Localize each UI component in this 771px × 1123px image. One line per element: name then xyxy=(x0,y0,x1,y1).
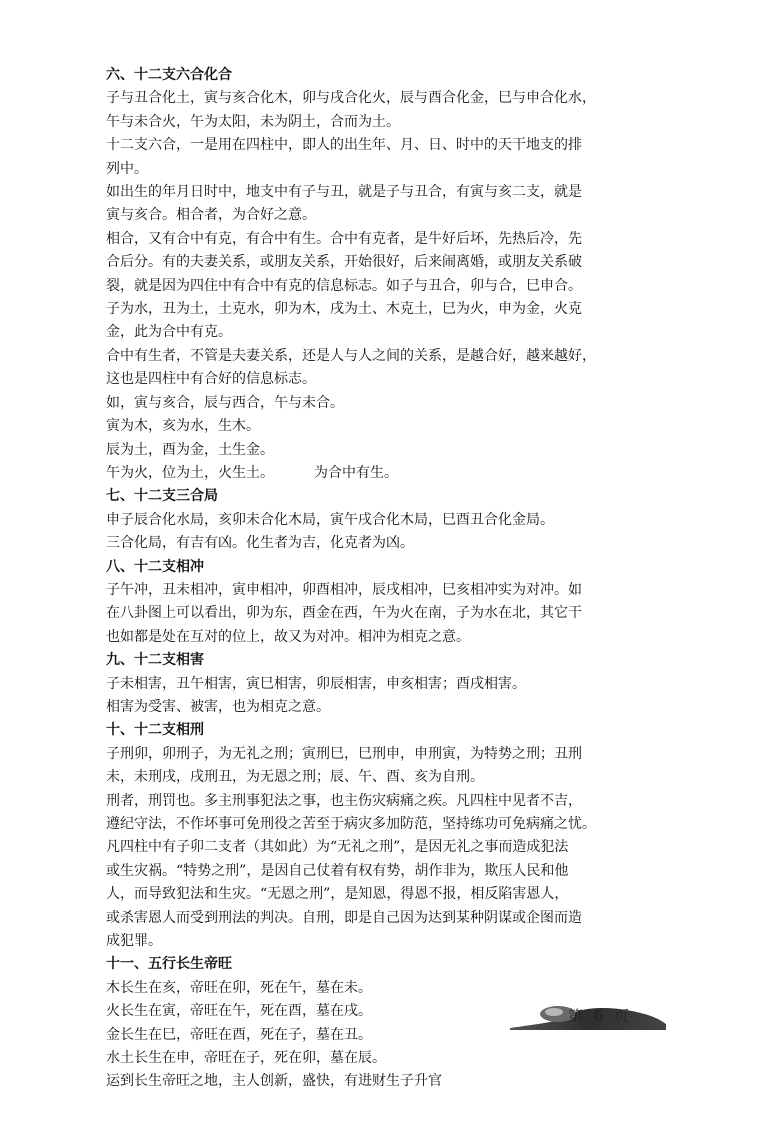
paragraph: 申子辰合化水局，亥卯未合化木局，寅午戌合化木局，巳酉丑合化金局。 xyxy=(106,511,554,528)
section-heading-9: 九、十二支相害 xyxy=(106,652,204,669)
paragraph: 三合化局，有吉有凶。化生者为吉，化克者为凶。 xyxy=(106,535,414,552)
paragraph: 十二支六合，一是用在四柱中，即人的出生年、月、日、时中的天干地支的排 列中。 xyxy=(106,137,582,177)
paragraph: 午为火，位为土，火生土。 为合中有生。 xyxy=(106,464,398,481)
paragraph: 水土长生在申，帝旺在子，死在卯，墓在辰。 xyxy=(106,1050,386,1067)
paragraph: 子未相害，丑午相害，寅巳相害，卯辰相害，申亥相害；酉戌相害。 xyxy=(106,675,526,692)
paragraph: 火长生在寅，帝旺在午，死在酉，墓在戌。 xyxy=(106,1003,372,1020)
section-heading-6: 六、十二支六合化合 xyxy=(106,67,232,83)
paragraph: 辰为土，酉为金，土生金。 xyxy=(106,441,274,458)
paragraph: 寅为木，亥为水，生木。 xyxy=(106,418,260,435)
section-heading-10: 十、十二支相刑 xyxy=(106,722,204,739)
paragraph: 合中有生者，不管是夫妻关系，还是人与人之间的关系，是越合好，越来越好， 这也是四柱中有合好的信息标志。 xyxy=(106,347,596,388)
paragraph: 如出生的年月日时中，地支中有子与丑，就是子与丑合，有寅与亥二支，就是 寅与亥合。相合者，为合好之意。 xyxy=(106,184,582,224)
paragraph: 子刑卯，卯刑子，为无礼之刑；寅刑巳，巳刑申，申刑寅，为特势之刑；丑刑 未，未刑戌，戌刑丑，为无恩之刑；辰、午、酉、亥为自刑。 xyxy=(106,745,582,786)
paragraph: 子与丑合化土，寅与亥合化木，卯与戌合化火，辰与酉合化金，巳与申合化水， 午与未合火，午为太阳，未为阴土，合而为土。 xyxy=(106,90,596,130)
paragraph: 木长生在亥，帝旺在卯，死在午，墓在未。 xyxy=(106,979,372,996)
document-body xyxy=(106,64,666,1094)
paragraph: 子午冲，丑未相冲，寅申相冲，卯酉相冲，辰戌相冲，巳亥相冲实为对冲。如 在八卦图上可以看出，卯为东，酉金在西，午为火在南，子为水在北，其它干 也如都是处在互对的位上，故又为对冲。相冲为相克之意。 xyxy=(106,581,582,645)
paragraph: 运到长生帝旺之地，主人创新，盛快，有进财生子升官 xyxy=(106,1073,442,1090)
paragraph: 如，寅与亥合，辰与西合，午与未合。 xyxy=(106,394,344,411)
paragraph: 相害为受害、被害，也为相克之意。 xyxy=(106,698,330,715)
section-heading-8: 八、十二支相冲 xyxy=(106,558,204,575)
page-number: 第 6 页 xyxy=(567,1007,633,1025)
section-heading-11: 十一、五行长生帝旺 xyxy=(106,956,232,973)
paragraph: 金长生在巳，帝旺在酉，死在子，墓在丑。 xyxy=(106,1026,372,1043)
inline-note: 为合中有生。 xyxy=(314,464,398,481)
paragraph: 相合，又有合中有克，有合中有生。合中有克者，是牛好后坏，先热后冷，先 合后分。有的夫妻关系，或朋友关系，开始很好，后来闹离婚，或朋友关系破 裂，就是因为四住中有合中有克的信息标志。如子与丑合，卯与合，巳申合。 子为水，丑为土，土克水，卯为木，戌为土、木克土，巳为火，申为金，火克 金，此为合中有克。 xyxy=(106,230,582,341)
section-heading-7: 七、十二支三合局 xyxy=(106,488,218,505)
paragraph: 刑者，刑罚也。多主刑事犯法之事，也主伤灾病痛之疾。凡四柱中见者不吉， 遵纪守法，不作坏事可免刑役之苦至于病灾多加防范，坚持练功可免病痛之忧。 凡四柱中有子卯二支者（其如此）为“无礼之刑”，是因无礼之事而造成犯法 或生灾祸。“特势之刑”，是因自己仗着有权有势，胡作非为，欺压人民和他 人，而导致犯法和生灾。“无恩之刑”，是知恩，得恩不报，相反陷害恩人， 或杀害恩人而受到刑法的判决。自刑，即是自己因为达到某种阴谋或企图而造 成犯罪。 xyxy=(106,792,596,950)
